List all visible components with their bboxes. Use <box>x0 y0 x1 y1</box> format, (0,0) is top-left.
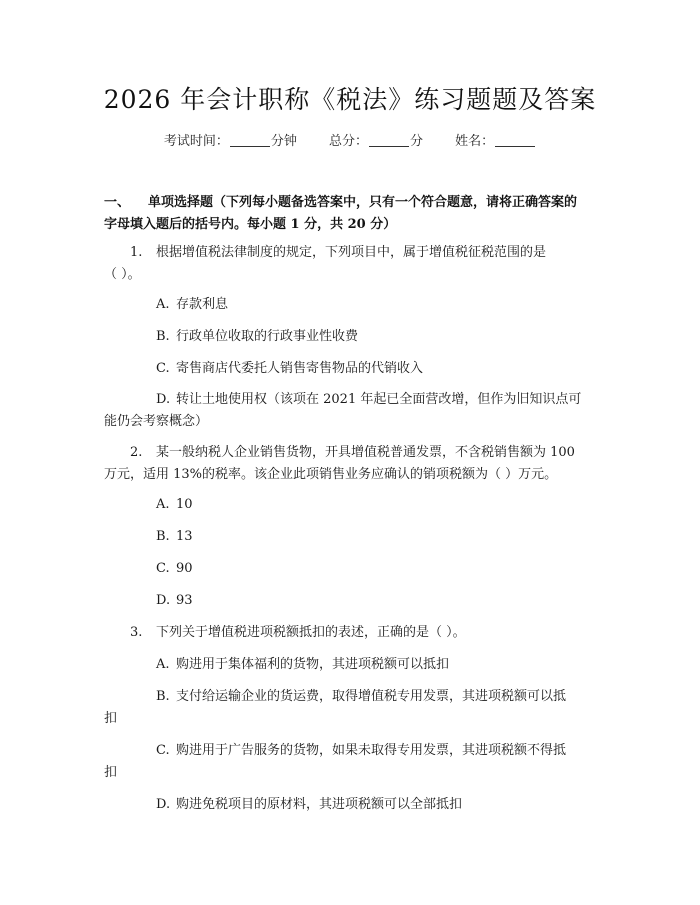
option-letter: A. <box>156 297 170 312</box>
exam-time-unit: 分钟 <box>270 134 297 149</box>
section-number: 一、 <box>104 195 131 210</box>
option-text: 90 <box>176 561 193 576</box>
question-1-option-a <box>156 294 228 316</box>
question-3-option-c <box>156 740 566 762</box>
option-text: 购进用于集体福利的货物，其进项税额可以抵扣 <box>176 657 450 672</box>
question-number: 2. <box>130 445 143 460</box>
exam-meta <box>0 130 700 149</box>
option-text: 购进用于广告服务的货物，如果未取得专用发票，其进项税额不得抵 <box>176 743 567 758</box>
student-name-label: 姓名： <box>455 134 495 149</box>
student-name-blank <box>495 146 535 147</box>
question-3-option-b <box>156 686 566 708</box>
question-2-option-a <box>156 494 193 516</box>
option-text: 13 <box>176 529 193 544</box>
option-text: 行政单位收取的行政事业性收费 <box>176 329 359 344</box>
option-letter: C. <box>156 743 170 758</box>
total-score-unit: 分 <box>410 134 424 149</box>
question-stem-line: 下列关于增值税进项税额抵扣的表述，正确的是（ ）。 <box>156 625 466 640</box>
total-score-blank <box>369 146 409 147</box>
option-text: 93 <box>176 593 193 608</box>
option-text: 存款利息 <box>176 297 229 312</box>
option-letter: B. <box>156 329 170 344</box>
option-letter: C. <box>156 361 170 376</box>
question-2-option-d <box>156 590 193 612</box>
option-letter: C. <box>156 561 170 576</box>
question-1-option-b <box>156 326 358 348</box>
question-3-option-d <box>156 794 462 816</box>
option-letter: A. <box>156 657 170 672</box>
question-3-option-c-cont: 扣 <box>104 765 118 780</box>
section-heading <box>104 192 604 236</box>
option-text: 转让土地使用权（该项在 2021 年起已全面营改增，但作为旧知识点可 <box>176 392 582 407</box>
option-letter: D. <box>156 392 171 407</box>
section-text-line1: 单项选择题（下列每小题备选答案中，只有一个符合题意，请将正确答案的 <box>148 195 578 210</box>
question-number: 1. <box>130 245 143 260</box>
question-3-option-b-cont: 扣 <box>104 711 118 726</box>
option-letter: B. <box>156 529 170 544</box>
total-score-label: 总分： <box>328 134 368 149</box>
question-2-stem-cont: 万元，适用 13%的税率。该企业此项销售业务应确认的销项税额为（ ）万元。 <box>104 467 558 482</box>
question-2-option-b <box>156 526 193 548</box>
option-letter: D. <box>156 797 171 812</box>
exam-time-blank <box>230 146 270 147</box>
option-text: 购进免税项目的原材料，其进项税额可以全部抵扣 <box>176 797 463 812</box>
question-3-option-a <box>156 654 449 676</box>
option-letter: B. <box>156 689 170 704</box>
student-name <box>455 134 536 149</box>
question-1-stem <box>130 242 546 264</box>
page-title: 2026 年会计职称《税法》练习题题及答案 <box>103 85 597 114</box>
option-text: 10 <box>176 497 193 512</box>
question-stem-line: 根据增值税法律制度的规定，下列项目中，属于增值税征税范围的是 <box>156 245 547 260</box>
option-letter: A. <box>156 497 170 512</box>
question-1-option-c <box>156 358 423 380</box>
question-3-stem <box>130 622 466 644</box>
question-1-option-d <box>156 389 581 411</box>
question-1-stem-cont: （ ）。 <box>104 267 141 282</box>
exam-time <box>164 134 301 149</box>
section-text-line2: 字母填入题后的括号内。每小题 1 分，共 20 分） <box>104 217 397 232</box>
question-2-option-c <box>156 558 193 580</box>
question-number: 3. <box>130 625 143 640</box>
option-text: 支付给运输企业的货运费，取得增值税专用发票，其进项税额可以抵 <box>176 689 567 704</box>
question-stem-line: 某一般纳税人企业销售货物，开具增值税普通发票，不含税销售额为 100 <box>156 445 575 460</box>
question-1-option-d-cont: 能仍会考察概念） <box>104 414 209 429</box>
question-2-stem <box>130 442 575 464</box>
option-letter: D. <box>156 593 171 608</box>
exam-time-label: 考试时间： <box>163 134 229 149</box>
option-text: 寄售商店代委托人销售寄售物品的代销收入 <box>176 361 424 376</box>
total-score <box>329 134 427 149</box>
